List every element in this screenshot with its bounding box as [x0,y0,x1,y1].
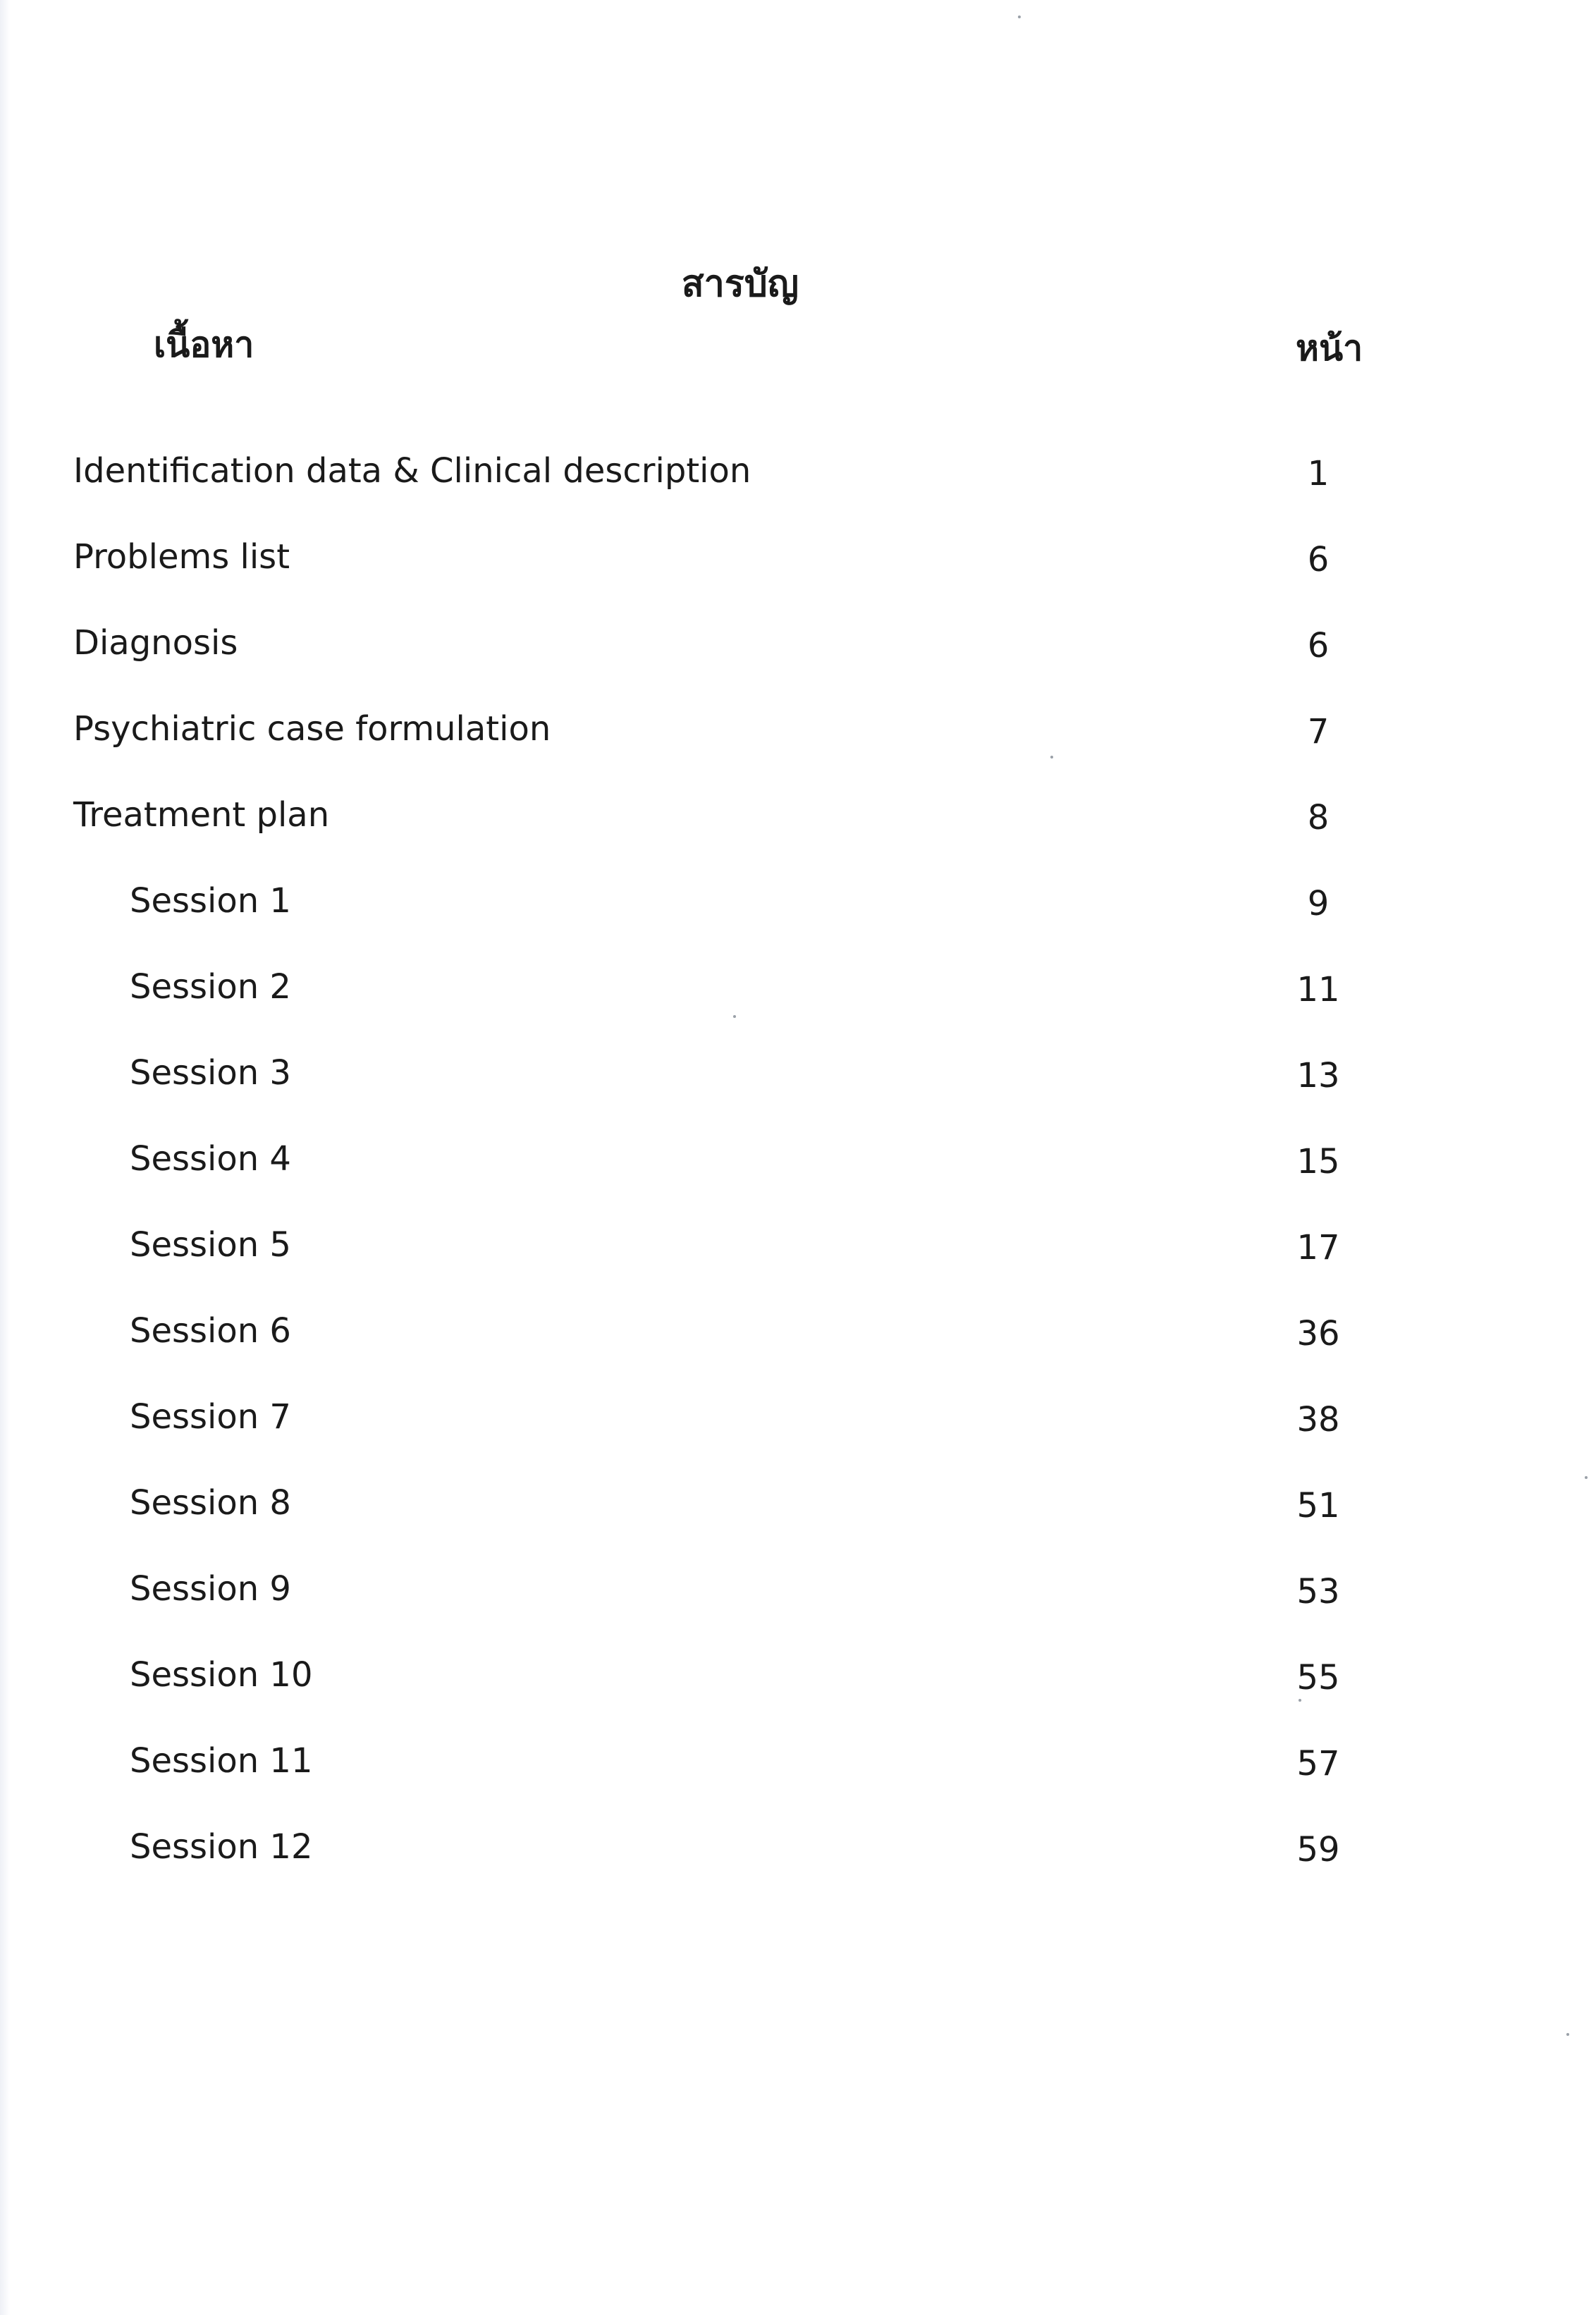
toc-entry-label: Session 7 [130,1397,291,1437]
toc-entry-label: Session 5 [130,1225,291,1265]
toc-entry-label: Session 9 [130,1569,291,1609]
toc-entry-label: Problems list [73,537,290,577]
toc-entry-page: 8 [1307,798,1330,837]
toc-entry-page: 1 [1307,454,1330,493]
toc-entry-label: Session 11 [130,1741,313,1781]
toc-entry-page: 6 [1307,540,1330,579]
toc-row [0,1311,1596,1361]
toc-entry-label: Psychiatric case formulation [73,709,551,749]
toc-entry-page: 59 [1296,1830,1340,1869]
toc-row [0,1483,1596,1533]
scan-speck [1566,2033,1569,2036]
toc-row [0,967,1596,1017]
toc-row [0,709,1596,759]
toc-row [0,537,1596,587]
toc-row [0,1139,1596,1189]
toc-entry-label: Session 1 [130,881,291,921]
toc-entry-page: 38 [1296,1400,1340,1439]
toc-row [0,1225,1596,1275]
toc-entry-page: 51 [1296,1486,1340,1525]
toc-entry-page: 15 [1296,1142,1340,1181]
toc-entry-label: Diagnosis [73,623,238,663]
toc-row [0,881,1596,931]
toc-entry-label: Session 10 [130,1655,313,1695]
content-column-header: เนื้อหา [154,324,254,365]
toc-entry-label: Treatment plan [73,795,330,835]
toc-entry-page: 17 [1296,1228,1340,1267]
toc-entry-page: 11 [1296,970,1340,1009]
scan-speck [733,1015,736,1018]
scan-speck [1299,1699,1301,1702]
scan-speck [1585,1476,1588,1479]
toc-entry-page: 6 [1307,626,1330,665]
page-title: สารบัญ [681,263,799,305]
toc-row [0,623,1596,673]
toc-entry-page: 55 [1296,1658,1340,1697]
scan-speck [1018,16,1021,18]
toc-entry-page: 7 [1307,712,1330,751]
toc-entry-page: 9 [1307,884,1330,923]
toc-row [0,1655,1596,1705]
toc-entry-page: 53 [1296,1572,1340,1611]
toc-entry-label: Session 12 [130,1827,313,1867]
scan-speck [1050,756,1053,759]
toc-row [0,1741,1596,1791]
page-column-header: หน้า [1296,328,1363,369]
toc-entry-label: Session 4 [130,1139,291,1179]
toc-row [0,1569,1596,1619]
toc-row [0,1827,1596,1877]
toc-row [0,451,1596,501]
toc-row [0,1397,1596,1447]
toc-entry-label: Session 2 [130,967,291,1007]
toc-entry-label: Session 8 [130,1483,291,1523]
toc-entry-page: 57 [1296,1744,1340,1783]
toc-entry-page: 36 [1296,1314,1340,1353]
toc-row [0,795,1596,845]
toc-entry-label: Session 3 [130,1053,291,1093]
toc-entry-label: Session 6 [130,1311,291,1351]
toc-entry-page: 13 [1296,1056,1340,1095]
toc-row [0,1053,1596,1103]
toc-entry-label: Identification data & Clinical description [73,451,751,491]
